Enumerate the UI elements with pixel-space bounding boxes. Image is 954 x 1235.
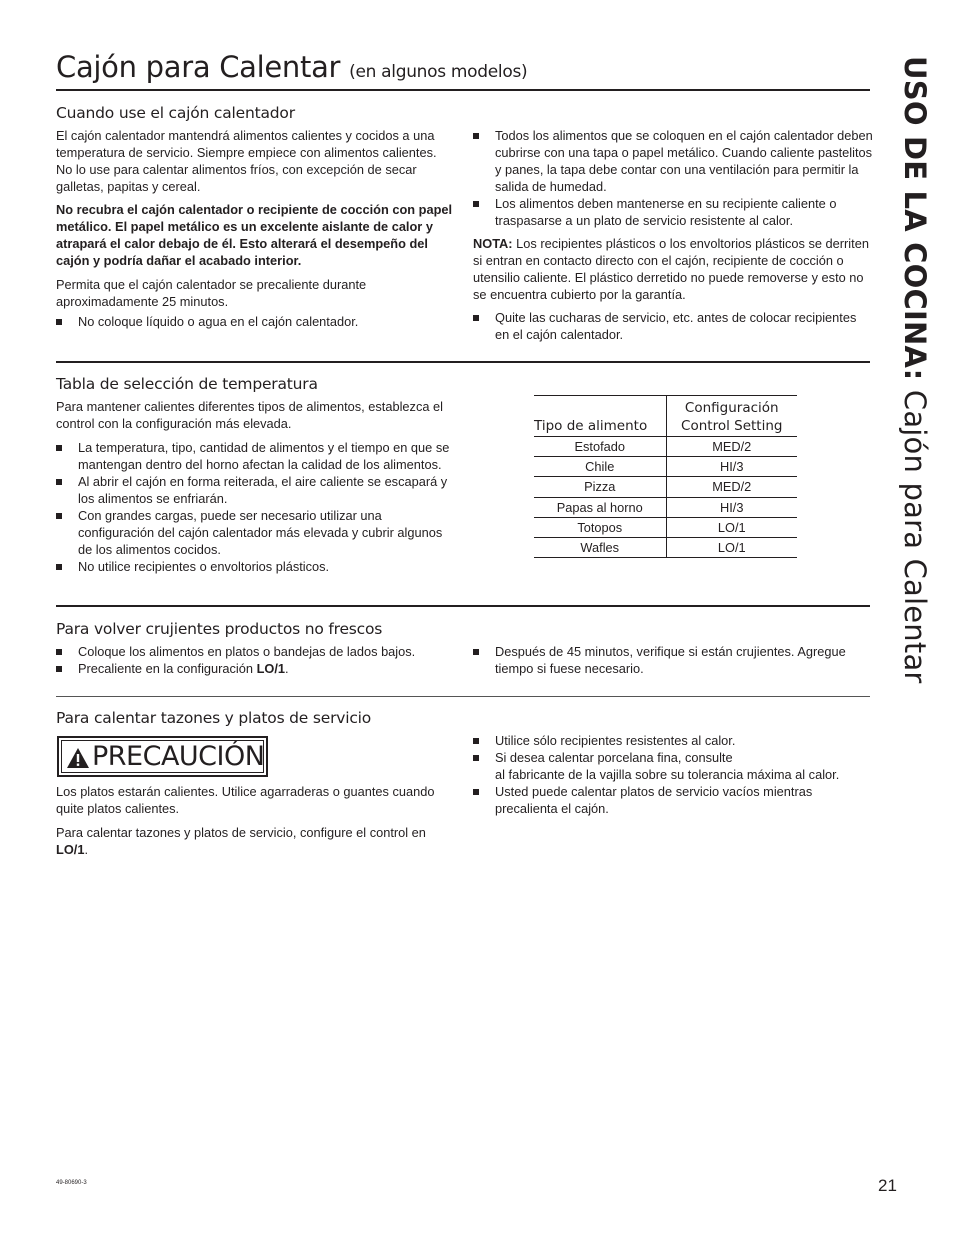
section4-set-control [56, 824, 456, 858]
section1-intro: El cajón calentador mantendrá alimentos calientes y cocidos a una temperatura de servicio. Siempre empiece con alimentos calientes. No lo use para calentar alimentos fríos, con excepción de secar galletas, papitas y cereal. [56, 128, 437, 194]
page-title-subtitle: (en algunos modelos) [349, 62, 528, 82]
section1-right-list-2 [473, 309, 873, 343]
list-item: No coloque líquido o agua en el cajón calentador. [56, 313, 456, 330]
food-cell: Papas al horno [534, 497, 666, 517]
section-divider [56, 605, 870, 607]
caution-banner [57, 736, 268, 777]
side-section-tab [896, 56, 936, 684]
page-title-main: Cajón para Calentar [56, 50, 341, 84]
list-item: Después de 45 minutos, verifique si están crujientes. Agregue tiempo si fuese necesario. [473, 643, 873, 677]
list-item: Quite las cucharas de servicio, etc. antes de colocar recipientes en el cajón calentador. [473, 309, 873, 343]
table-header-row [534, 396, 797, 437]
list-item: Coloque los alimentos en platos o bandejas de lados bajos. [56, 643, 456, 660]
section-divider [56, 361, 870, 363]
list-item: La temperatura, tipo, cantidad de alimentos y el tiempo en que se mantengan dentro del horno afectan la calidad de los alimentos. [56, 439, 456, 473]
paragraph-text-end: . [84, 842, 89, 857]
section1-note [473, 235, 873, 303]
setting-cell: HI/3 [666, 457, 797, 477]
list-item-text-end: . [285, 661, 289, 676]
table-row [534, 457, 797, 477]
setting-value: LO/1 [56, 842, 85, 857]
setting-cell: LO/1 [666, 517, 797, 537]
food-cell: Estofado [534, 437, 666, 457]
list-item [56, 660, 456, 677]
food-cell: Chile [534, 457, 666, 477]
paragraph-text: Para calentar tazones y platos de servicio, configure el control en [56, 825, 426, 840]
side-tab-chapter: USO DE LA COCINA: [898, 56, 932, 381]
list-item: Al abrir el cajón en forma reiterada, el aire caliente se escapará y los alimentos se enfriarán. [56, 473, 456, 507]
setting-cell: LO/1 [666, 537, 797, 557]
note-label: NOTA: [473, 236, 513, 251]
list-item: Los alimentos deben mantenerse en su recipiente caliente o traspasarse a un plato de servicio resistente al calor. [473, 195, 873, 229]
section2-list [56, 439, 456, 575]
list-item: Utilice sólo recipientes resistentes al calor. [473, 732, 873, 749]
section1-preheat: Permita que el cajón calentador se precaliente durante aproximadamente 25 minutos. [56, 277, 367, 309]
section-heading-using-drawer: Cuando use el cajón calentador [56, 104, 295, 122]
setting-cell: MED/2 [666, 437, 797, 457]
table-row [534, 537, 797, 557]
section-heading-crisp-stale: Para volver crujientes productos no frescos [56, 620, 383, 638]
note-text: Los recipientes plásticos o los envoltorios plásticos se derriten si entran en contacto directo con el cajón, recipiente de cocción o utensilio caliente. El plástico derretido no puede removerse y esto no se encuentra cubierto por la garantía. [473, 236, 869, 302]
side-tab-topic: Cajón para Calentar [898, 380, 932, 684]
section1-right-list [473, 127, 873, 229]
setting-value: LO/1 [256, 661, 286, 676]
header-divider [56, 89, 870, 91]
table-row [534, 497, 797, 517]
column-header-setting-line2: Control Setting [681, 418, 783, 434]
column-header-setting [666, 396, 797, 437]
list-item: Todos los alimentos que se coloquen en el cajón calentador deben cubrirse con una tapa o papel metálico. Cuando caliente pastelitos y panes, la tapa debe contar con una ventilación para permitir la salida de humedad. [473, 127, 873, 195]
temperature-selection-table [534, 395, 797, 558]
document-number: 49-80690-3 [56, 1180, 87, 1186]
list-item-line1: Si desea calentar porcelana fina, consulte [495, 750, 733, 765]
warning-triangle-icon [66, 747, 90, 769]
section4-hot-plates: Los platos estarán calientes. Utilice agarraderas o guantes cuando quite platos calientes. [56, 784, 435, 816]
list-item [473, 749, 873, 783]
food-cell: Pizza [534, 477, 666, 497]
column-header-food-type: Tipo de alimento [534, 396, 666, 437]
food-cell: Totopos [534, 517, 666, 537]
list-item: Usted puede calentar platos de servicio vacíos mientras precalienta el cajón. [473, 783, 873, 817]
section1-left-list [56, 313, 456, 330]
section2-intro: Para mantener calientes diferentes tipos de alimentos, establezca el control con la configuración más elevada. [56, 399, 443, 431]
section-heading-warm-bowls: Para calentar tazones y platos de servicio [56, 709, 372, 727]
list-item: Con grandes cargas, puede ser necesario utilizar una configuración del cajón calentador más elevada y cubrir algunos de los alimentos cocidos. [56, 507, 456, 558]
setting-cell: MED/2 [666, 477, 797, 497]
section1-warning: No recubra el cajón calentador o recipiente de cocción con papel metálico. El papel metálico es un excelente aislante de calor y atrapará el calor debajo de él. Esto alterará el desempeño del cajón y podría dañar el acabado interior. [56, 202, 453, 268]
page-number: 21 [878, 1176, 897, 1195]
list-item: No utilice recipientes o envoltorios plásticos. [56, 558, 456, 575]
section-heading-temperature-table: Tabla de selección de temperatura [56, 375, 318, 393]
food-cell: Wafles [534, 537, 666, 557]
section-divider [56, 696, 870, 697]
list-item-line2: al fabricante de la vajilla sobre su tolerancia máxima al calor. [495, 767, 840, 782]
setting-cell: HI/3 [666, 497, 797, 517]
caution-label: PRECAUCIÓN [92, 741, 265, 772]
table-row [534, 517, 797, 537]
section3-left-list [56, 643, 456, 677]
list-item-text: Precaliente en la configuración [78, 661, 257, 676]
table-row [534, 477, 797, 497]
section3-right-list [473, 643, 873, 677]
page-title [56, 50, 527, 84]
section4-right-list [473, 732, 873, 817]
column-header-setting-line1: Configuración [684, 400, 779, 416]
table-row [534, 437, 797, 457]
